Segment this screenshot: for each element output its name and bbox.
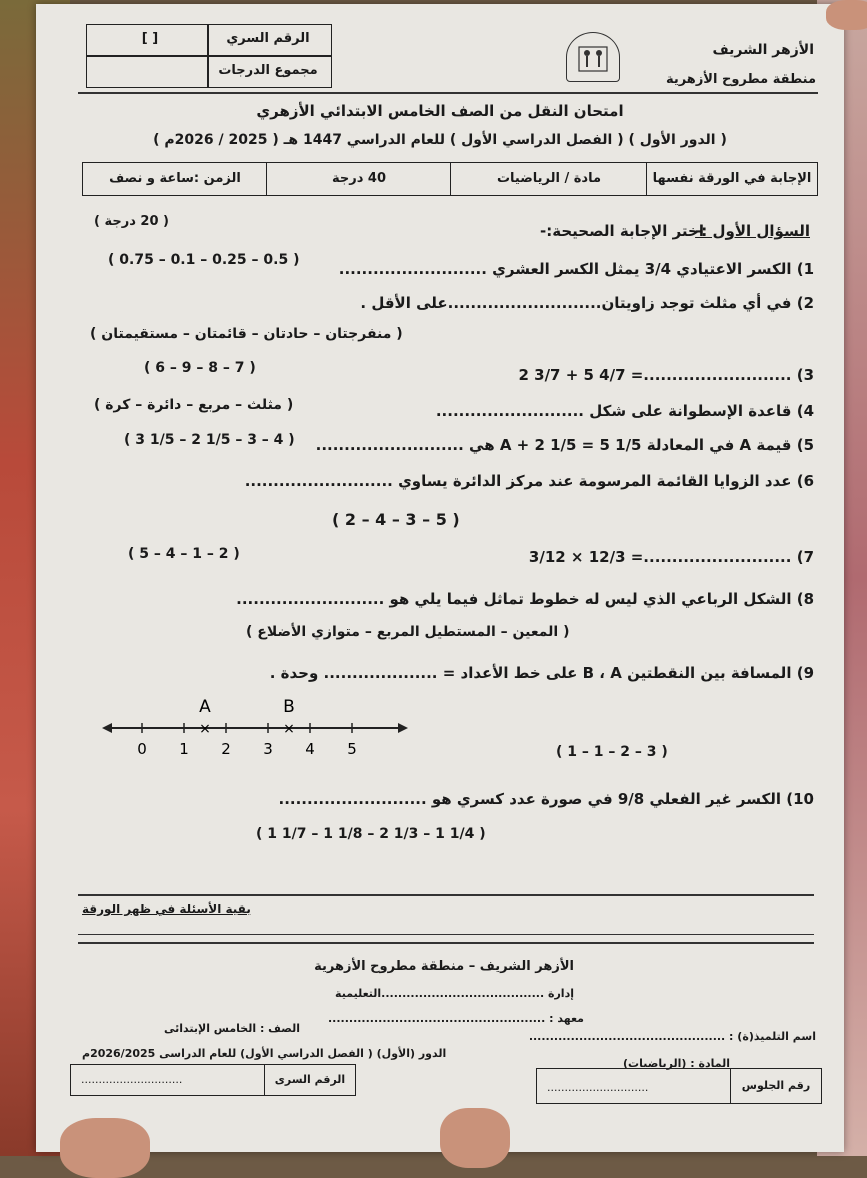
info-time: الزمن :ساعة و نصف [109, 171, 241, 186]
number-line-label: 1 [179, 740, 189, 758]
footer-secret-label: الرقم السرى [274, 1073, 346, 1086]
footer-line [78, 934, 814, 935]
cut-line [78, 942, 814, 944]
admin-line: إدارة .......................................التعليمية [335, 987, 574, 1000]
grade-label: الصف : الخامس الإبتدائى [164, 1022, 301, 1035]
question-2-choices: ( منفرجتان – حادتان – قائمتان – مستقيمتان ) [90, 326, 403, 342]
exam-subtitle: ( الدور الأول ) ( الفصل الدراسي الأول ) للعام الدراسي 1447 هـ ( 2025 / 2026م ) [153, 132, 727, 148]
continue-note: بقية الأسئلة في ظهر الورقة [82, 902, 251, 916]
institute-line: معهد : .................................................... [328, 1012, 584, 1025]
number-line-point-label: A [199, 697, 211, 717]
number-line-label: 0 [137, 740, 147, 758]
question-7-choices: ( 5 – 4 – 1 – 2 ) [128, 546, 240, 562]
footer-secret-box [70, 1064, 356, 1096]
exam-info-table [82, 162, 818, 196]
azhar-seal-icon [566, 32, 620, 82]
exam-title: امتحان النقل من الصف الخامس الابتدائي الأزهري [256, 102, 624, 120]
section-marks: ( 20 درجة ) [94, 214, 169, 229]
secret-number-box [86, 24, 332, 88]
question-9: 9) المسافة بين النقطتين B ، A على خط الأعداد = .................... وحدة . [269, 664, 814, 682]
footer-secret-field[interactable]: ............................. [81, 1073, 183, 1086]
region-name: منطقة مطروح الأزهرية [665, 72, 816, 87]
question-2: 2) في أي مثلث توجد زاويتان...........................على الأقل . [360, 294, 814, 312]
header-divider [78, 92, 818, 94]
thumb-left [60, 1118, 150, 1178]
question-5: 5) قيمة A في المعادلة A + 2 1/5 = 5 1/5 هي .......................... [315, 436, 814, 454]
seat-number-label: رقم الجلوس [741, 1079, 811, 1092]
number-line-label: 2 [221, 740, 231, 758]
question-9-choices: ( 1 – 1 – 2 – 3 ) [556, 744, 668, 760]
question-7: 7) 3/12 × 12/3 =.......................... [528, 548, 814, 566]
section-instruction: اختر الإجابة الصحيحة:- [540, 222, 704, 240]
total-marks-label: مجموع الدرجات [218, 63, 318, 78]
secret-number-label: الرقم السري [226, 31, 310, 46]
number-line-point-mark: × [199, 721, 211, 737]
section-divider [78, 894, 814, 896]
question-5-choices: ( 3 1/5 – 2 1/5 – 3 – 4 ) [124, 432, 295, 448]
number-line-point-label: B [283, 697, 295, 717]
thumb-center [440, 1108, 510, 1168]
number-line-point-mark: × [283, 721, 295, 737]
info-subject: مادة / الرياضيات [496, 171, 602, 186]
info-answer: الإجابة في الورقة نفسها [652, 171, 812, 186]
footer-org: الأزهر الشريف – منطقة مطروح الأزهرية [314, 959, 574, 974]
subject-label: المادة : (الرياضيات) [623, 1057, 730, 1070]
question-4-choices: ( مثلث – مربع – دائرة – كرة ) [94, 397, 294, 413]
question-8: 8) الشكل الرباعي الذي ليس له خطوط تماثل فيما يلي هو .......................... [236, 590, 814, 608]
question-3: 3) 2 3/7 + 5 4/7 =.......................... [518, 366, 814, 384]
seat-number-field[interactable]: ............................. [547, 1081, 649, 1094]
seat-number-box [536, 1068, 822, 1104]
term-label: الدور (الأول) ( الفصل الدراسي الأول) للعام الدراسى 2026/2025م [82, 1047, 447, 1060]
finger-top-right [826, 0, 867, 30]
info-marks: 40 درجة [331, 171, 387, 186]
question-6-choices: ( 2 – 4 – 3 – 5 ) [332, 510, 460, 529]
question-1: 1) الكسر الاعتيادي 3/4 يمثل الكسر العشري .......................... [338, 260, 814, 278]
number-line-label: 4 [305, 740, 315, 758]
question-10: 10) الكسر غير الفعلي 9/8 في صورة عدد كسري هو .......................... [278, 790, 814, 808]
question-10-choices: ( 1 1/7 – 1 1/8 – 2 1/3 – 1 1/4 ) [256, 826, 486, 842]
exam-paper [36, 4, 844, 1152]
secret-number-value: [ ] [141, 31, 159, 46]
org-name: الأزهر الشريف [712, 42, 814, 58]
question-8-choices: ( المعين – المستطيل المربع – متوازي الأضلاع ) [246, 624, 570, 640]
question-4: 4) قاعدة الإسطوانة على شكل .......................... [435, 402, 814, 420]
section-title: السؤال الأول :- [695, 222, 810, 240]
number-line-label: 3 [263, 740, 273, 758]
number-line-label: 5 [347, 740, 357, 758]
question-6: 6) عدد الزوايا القائمة المرسومة عند مركز الدائرة يساوي .......................... [244, 472, 814, 490]
student-name-line: اسم التلميذ(ة) : ............................................... [528, 1030, 816, 1043]
question-1-choices: ( 0.75 – 0.1 – 0.25 – 0.5 ) [108, 252, 300, 268]
number-line [102, 690, 412, 760]
question-3-choices: ( 6 – 9 – 8 – 7 ) [144, 360, 256, 376]
